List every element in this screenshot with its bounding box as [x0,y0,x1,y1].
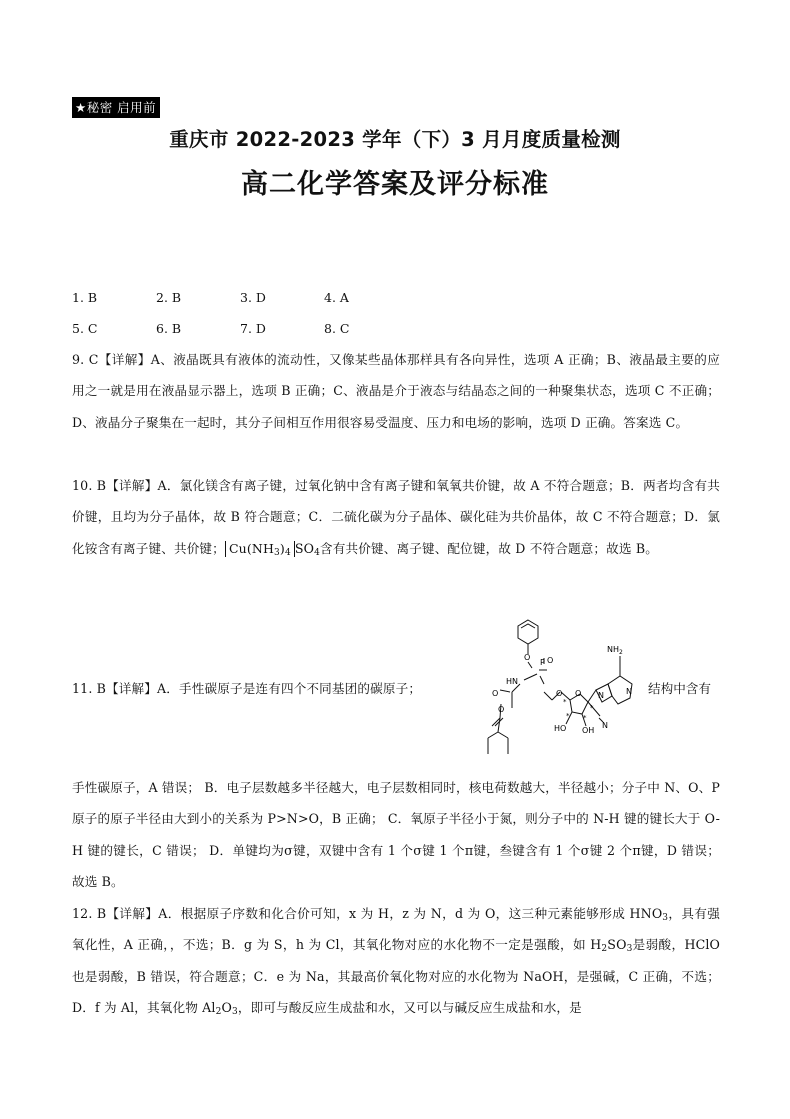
oxygen-label: O [498,705,505,714]
document-subtitle: 高二化学答案及评分标准 [241,169,549,200]
answer-item: 6. B [156,321,182,336]
question-12-explanation: 12. B【详解】A．根据原子序数和化合价可知，x 为 H，z 为 N，d 为 O，这三种元素能够形成 $HNO_3$，具有强氧化性，A 正确，，不选；B．g 为 S，h 为 Cl，其氧化物对应的水化物不一定是强酸，如 $H_2SO_3$是弱酸，HClO 也是弱酸，B 错误，符合题意；C．e 为 Na，其最高价氧化物对应的水化物为 NaOH，是强碱，C 正确，不选；D．f 为 Al，其氧化物 $Al_2O_3$，即可与酸反应生成盐和水，又可以与碱反应生成盐和水，是 [72,906,721,1018]
answer-item: 3. D [240,290,266,305]
oxygen-label: O [547,656,554,665]
answer-row-1 [72,290,408,305]
nh2-label: $NH_2$ [607,645,623,656]
question-11-tail: 结构中含有 [648,681,711,696]
molecule-structure-diagram [462,614,640,770]
exam-title: 重庆市 2022-2023 学年（下）3 月月度质量检测 [169,128,621,151]
answer-item: 8. C [324,321,350,336]
question-11-explanation: 手性碳原子，A 错误； B．电子层数越多半径越大，电子层数相同时，核电荷数越大，半径越小；分子中 N、O、P 原子的原子半径由大到小的关系为 P>N>O，B 正确； C．氧原子半径小于氮，则分子中的 N-H 键的键长大于 O-H 键的键长，C 错误； D．单键均为σ键，双键中含有 1 个σ键 1 个π键，叁键含有 1 个σ键 2 个π键，D 错误；故选 B。 [72,780,720,890]
nitrile-n-label: N [602,721,608,730]
ho-label: HO [554,724,567,733]
phosphorus-label: P [540,658,545,667]
chiral-star: * [583,714,587,722]
oh-label: OH [582,726,595,735]
q10-text-part2: 含有共价键、离子键、配位键，故 D 不符合题意；故选 B。 [320,540,658,556]
answer-row-2 [72,321,408,336]
chiral-star: * [590,704,594,712]
oxygen-label: O [575,689,582,698]
question-11-lead: 11. B【详解】A．手性碳原子是连有四个不同基团的碳原子； [72,681,422,696]
question-10-explanation: 10. B【详解】A．氯化镁含有离子键，过氧化钠中含有离子键和氧氧共价键，故 A 不符合题意；B．两者均含有共价键，且均为分子晶体，故 B 符合题意；C．二硫化碳为分子晶体、碳化硅为共价晶体，故 C 不符合题意；D．氯化铵含有离子键、共价键； $Cu(NH_3)_4$ $SO_4$含有共价键、离子键、配位键，故 D 不符合题意；故选 B。 [72,478,720,558]
ring-n-label: N [626,687,632,696]
secret-badge: ★秘密 启用前 [72,97,160,118]
chiral-star: * [566,712,570,720]
answer-item: 5. C [72,321,98,336]
answer-item: 1. B [72,290,98,305]
complex-formula: $Cu(NH_3)_4$ [225,541,295,557]
chiral-star: * [563,698,567,706]
hn-label: HN [506,677,518,686]
oxygen-label: O [524,653,531,662]
answer-item: 2. B [156,290,182,305]
question-9-explanation: 9. C【详解】A、液晶既具有液体的流动性，又像某些晶体那样具有各向异性，选项 A 正确；B、液晶最主要的应用之一就是用在液晶显示器上，选项 B 正确；C、液晶是介于液态与结晶态之间的一种聚集状态，选项 C 不正确；D、液晶分子聚集在一起时，其分子间相互作用很容易受温度、压力和电场的影响，选项 D 正确。答案选 C。 [72,352,720,430]
answer-item: 7. D [240,321,266,336]
ring-n-label: N [598,691,604,700]
oxygen-label: O [492,689,499,698]
q10-text-part1: 10. B【详解】A．氯化镁含有离子键，过氧化钠中含有离子键和氧氧共价键，故 A 不符合题意；B．两者均含有共价键，且均为分子晶体，故 B 符合题意；C．二硫化碳为分子晶体、碳化硅为共价晶体，故 C 不符合题意；D．氯化铵含有离子键、共价键； [72,478,720,556]
formula-tail: SO [294,540,315,556]
oxygen-label: O [556,689,563,698]
answer-item: 4. A [324,290,349,305]
